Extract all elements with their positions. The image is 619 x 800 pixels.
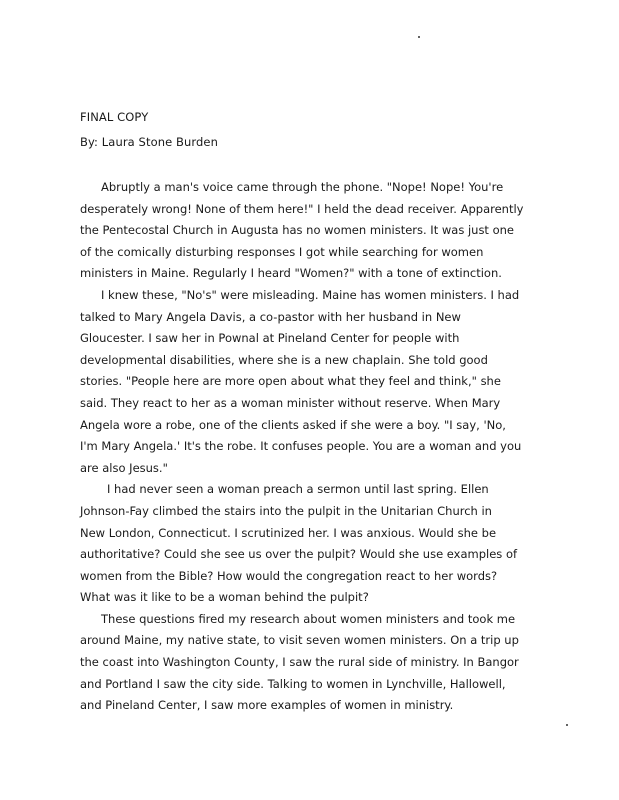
text-line: New London, Connecticut. I scrutinized her. I was anxious. Would she be (80, 525, 497, 540)
paragraph (80, 177, 530, 285)
text-line: I'm Mary Angela.' It's the robe. It confuses people. You are a woman and you (80, 439, 522, 454)
text-line: authoritative? Could she see us over the pulpit? Would she use examples of (80, 547, 518, 562)
text-line: are also Jesus." (80, 460, 168, 475)
author-byline: By: Laura Stone Burden (80, 135, 218, 149)
text-line: talked to Mary Angela Davis, a co-pastor with her husband in New (80, 309, 461, 324)
document-header (80, 105, 218, 155)
text-line: desperately wrong! None of them here!" I held the dead receiver. Apparently (80, 201, 524, 216)
text-line: ministers in Maine. Regularly I heard "Women?" with a tone of extinction. (80, 266, 502, 281)
paragraph (80, 479, 530, 609)
text-line: Johnson-Fay climbed the stairs into the pulpit in the Unitarian Church in (80, 503, 492, 518)
text-line: stories. "People here are more open about what they feel and think," she (80, 374, 501, 389)
text-line: and Pineland Center, I saw more examples of women in ministry. (80, 698, 454, 713)
text-line: and Portland I saw the city side. Talking to women in Lynchville, Hallowell, (80, 676, 506, 691)
essay-body (80, 177, 530, 717)
text-line: These questions fired my research about women ministers and took me (101, 611, 516, 626)
scan-speck (566, 724, 568, 726)
text-line: around Maine, my native state, to visit seven women ministers. On a trip up (80, 633, 519, 648)
text-line: the Pentecostal Church in Augusta has no women ministers. It was just one (80, 223, 515, 238)
text-line: What was it like to be a woman behind the pulpit? (80, 590, 369, 605)
document-label: FINAL COPY (80, 110, 149, 124)
text-line: women from the Bible? How would the congregation react to her words? (80, 568, 498, 583)
text-line: said. They react to her as a woman minister without reserve. When Mary (80, 395, 501, 410)
paragraph (80, 285, 530, 479)
text-line: Angela wore a robe, one of the clients asked if she were a boy. "I say, 'No, (80, 417, 506, 432)
text-line: Gloucester. I saw her in Pownal at Pineland Center for people with (80, 331, 460, 346)
text-line: Abruptly a man's voice came through the phone. "Nope! Nope! You're (101, 180, 504, 194)
text-line: I knew these, "No's" were misleading. Maine has women ministers. I had (101, 287, 520, 302)
paragraph (80, 609, 530, 717)
text-line: I had never seen a woman preach a sermon until last spring. Ellen (107, 482, 489, 497)
text-line: of the comically disturbing responses I got while searching for women (80, 244, 484, 259)
text-line: the coast into Washington County, I saw the rural side of ministry. In Bangor (80, 655, 519, 670)
text-line: developmental disabilities, where she is a new chaplain. She told good (80, 352, 488, 367)
scan-speck (418, 36, 420, 38)
